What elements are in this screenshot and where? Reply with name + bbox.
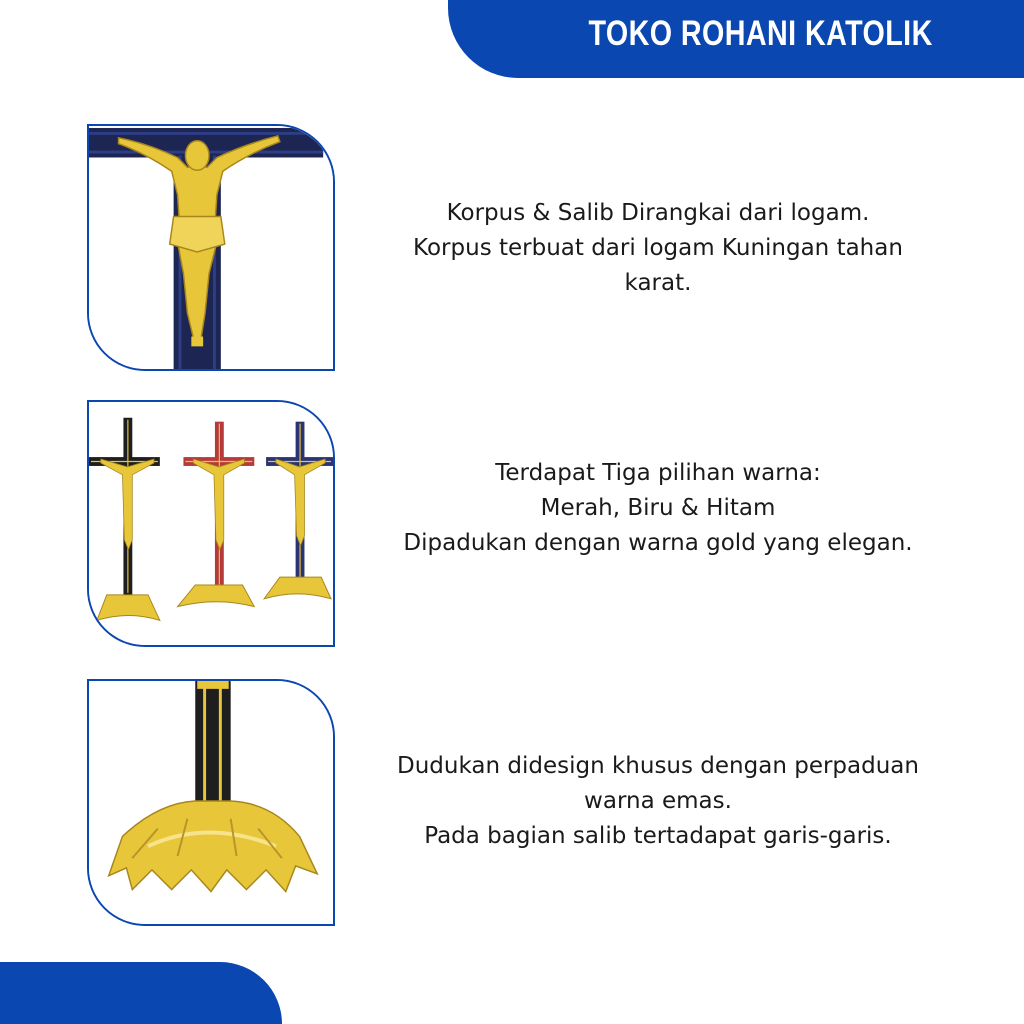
crucifix-base-icon bbox=[89, 681, 333, 924]
product-image-frame bbox=[87, 400, 335, 647]
three-crucifixes-icon bbox=[89, 402, 333, 645]
feature-description bbox=[360, 456, 956, 561]
description-line: warna emas. bbox=[584, 788, 732, 814]
feature-corpus bbox=[0, 124, 1024, 374]
description-line: Pada bagian salib tertadapat garis-garis. bbox=[424, 823, 892, 849]
feature-description bbox=[360, 196, 956, 301]
product-image-frame bbox=[87, 679, 335, 926]
description-line: Dudukan didesign khusus dengan perpaduan bbox=[397, 753, 919, 779]
product-image-frame bbox=[87, 124, 335, 371]
header-title: TOKO ROHANI KATOLIK bbox=[588, 14, 933, 53]
description-line: karat. bbox=[624, 270, 692, 296]
feature-base bbox=[0, 679, 1024, 929]
description-line: Merah, Biru & Hitam bbox=[540, 495, 776, 521]
description-line: Dipadukan dengan warna gold yang elegan. bbox=[403, 530, 913, 556]
description-line: Korpus terbuat dari logam Kuningan tahan bbox=[413, 235, 903, 261]
header-band bbox=[448, 0, 1024, 78]
description-line: Korpus & Salib Dirangkai dari logam. bbox=[446, 200, 870, 226]
description-line: Terdapat Tiga pilihan warna: bbox=[495, 460, 821, 486]
crucifix-closeup-icon bbox=[89, 126, 333, 369]
footer-band bbox=[0, 962, 282, 1024]
feature-description bbox=[360, 749, 956, 854]
feature-colors bbox=[0, 400, 1024, 650]
